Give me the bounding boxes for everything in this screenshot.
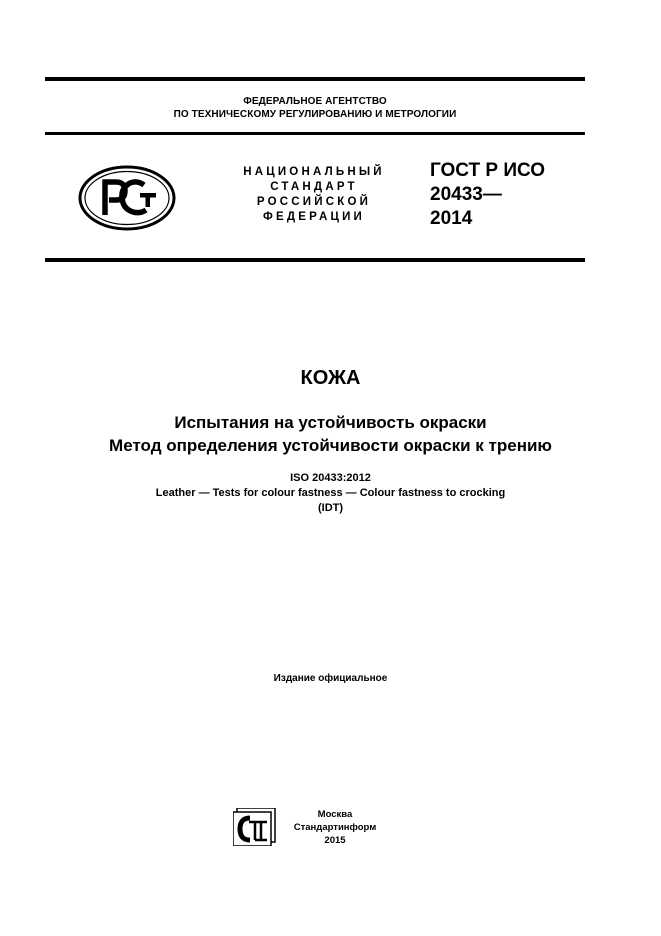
rst-certification-mark-icon bbox=[78, 165, 176, 231]
subtitle-line-2: Метод определения устойчивости окраски к трению bbox=[109, 436, 552, 455]
subtitle-line-1: Испытания на устойчивость окраски bbox=[174, 413, 487, 432]
publisher-year: 2015 bbox=[324, 835, 346, 846]
gost-line-3: 2014 bbox=[430, 208, 473, 229]
iso-number: ISO 20433:2012 bbox=[290, 472, 371, 484]
national-line-3: РОССИЙСКОЙ bbox=[256, 196, 372, 208]
national-line-2: СТАНДАРТ bbox=[270, 181, 358, 193]
gost-line-1: ГОСТ Р ИСО bbox=[430, 160, 546, 181]
standartinform-logo-icon bbox=[233, 808, 277, 846]
publisher-name: Стандартинформ bbox=[293, 822, 377, 833]
iso-english-title: Leather — Tests for colour fastness — Colour fastness to crocking bbox=[155, 487, 506, 499]
header-divider-rule bbox=[45, 132, 585, 135]
national-standard-label bbox=[222, 165, 406, 225]
agency-line-1: ФЕДЕРАЛЬНОЕ АГЕНТСТВО bbox=[243, 96, 387, 107]
gost-designation bbox=[430, 159, 545, 231]
iso-reference bbox=[0, 471, 661, 516]
national-line-1: НАЦИОНАЛЬНЫЙ bbox=[243, 166, 385, 178]
agency-header bbox=[45, 95, 585, 121]
top-rule bbox=[45, 77, 585, 81]
document-title: КОЖА bbox=[300, 367, 361, 389]
gost-line-2: 20433— bbox=[430, 184, 502, 205]
document-subtitle bbox=[0, 411, 661, 457]
publisher-info bbox=[285, 808, 385, 847]
publisher-city: Москва bbox=[317, 809, 353, 820]
agency-line-2: ПО ТЕХНИЧЕСКОМУ РЕГУЛИРОВАНИЮ И МЕТРОЛОГИИ bbox=[173, 109, 457, 120]
edition-label: Издание официальное bbox=[273, 673, 388, 684]
iso-idt: (IDT) bbox=[317, 502, 344, 514]
national-line-4: ФЕДЕРАЦИИ bbox=[262, 211, 366, 223]
header-bottom-rule bbox=[45, 258, 585, 262]
